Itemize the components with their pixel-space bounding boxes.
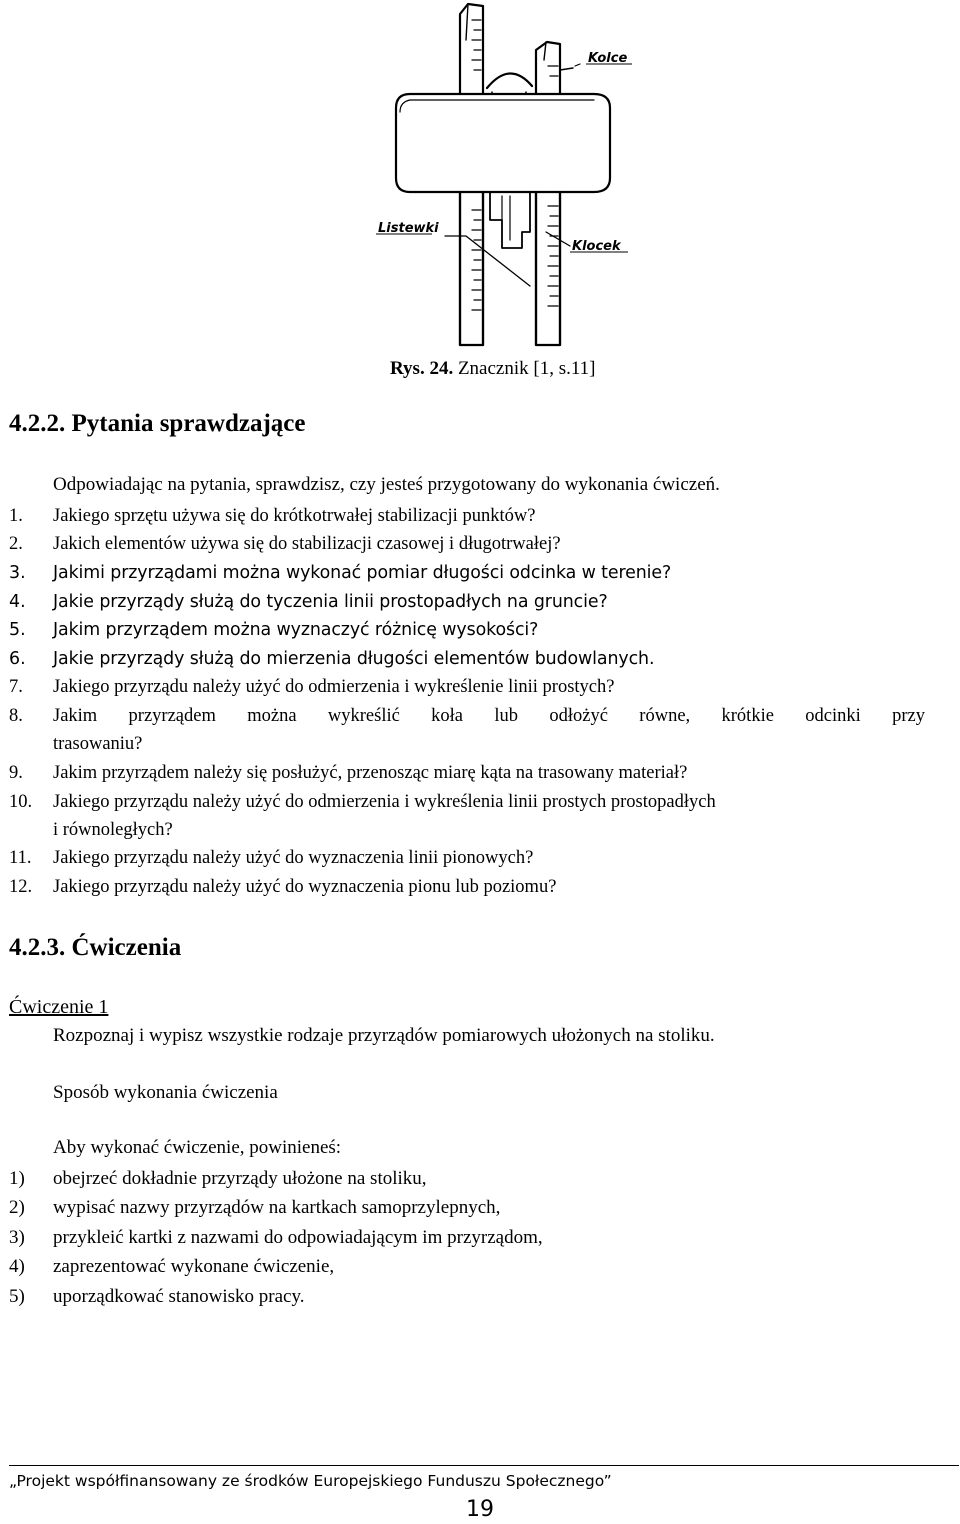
question-number: 2.	[9, 534, 23, 554]
step-number: 5)	[9, 1286, 25, 1307]
section-heading-questions: 4.2.2. Pytania sprawdzające	[9, 410, 306, 437]
question-number: 1.	[9, 506, 23, 526]
step-text: przykleić kartki z nazwami do odpowiadającym im przyrządom,	[53, 1227, 543, 1248]
question-text-continued: i równoległych?	[53, 820, 173, 840]
question-text: Jakiego sprzętu używa się do krótkotrwałej stabilizacji punktów?	[53, 506, 536, 526]
question-text: Jakie przyrządy służą do mierzenia długości elementów budowlanych.	[53, 649, 655, 669]
label-listewki: Listewki	[378, 221, 439, 236]
section-heading-exercises: 4.2.3. Ćwiczenia	[9, 934, 182, 961]
question-text: Jakiego przyrządu należy użyć do wyznaczenia pionu lub poziomu?	[53, 877, 557, 897]
question-text: Jakich elementów używa się do stabilizacji czasowej i długotrwałej?	[53, 534, 561, 554]
marking-gauge-figure	[370, 0, 640, 352]
question-number: 11.	[9, 848, 32, 868]
step-text: uporządkować stanowisko pracy.	[53, 1286, 305, 1307]
questions-intro: Odpowiadając na pytania, sprawdzisz, czy jesteś przygotowany do wykonania ćwiczeń.	[53, 474, 720, 495]
step-text: zaprezentować wykonane ćwiczenie,	[53, 1256, 335, 1277]
step-text: wypisać nazwy przyrządów na kartkach samoprzylepnych,	[53, 1197, 501, 1218]
question-text: Jakiego przyrządu należy użyć do odmierzenia i wykreślenia linii prostych prostopadłych	[53, 792, 716, 812]
question-number: 8.	[9, 706, 23, 726]
question-number: 12.	[9, 877, 33, 897]
question-number: 5.	[9, 620, 26, 640]
question-text-continued: trasowaniu?	[53, 734, 143, 754]
question-text: Jakie przyrządy służą do tyczenia linii prostopadłych na gruncie?	[53, 592, 608, 612]
question-number: 10.	[9, 792, 33, 812]
footer-project-note: „Projekt współfinansowany ze środków Europejskiego Funduszu Społecznego”	[9, 1472, 612, 1490]
question-text: Jakimi przyrządami można wykonać pomiar długości odcinka w terenie?	[53, 563, 672, 583]
step-number: 1)	[9, 1168, 25, 1189]
exercise-task: Rozpoznaj i wypisz wszystkie rodzaje przyrządów pomiarowych ułożonych na stoliku.	[53, 1025, 715, 1046]
label-klocek: Klocek	[572, 239, 621, 254]
figure-caption-text: Znacznik [1, s.11]	[453, 358, 596, 379]
page-number: 19	[466, 1497, 494, 1522]
question-number: 3.	[9, 563, 26, 583]
exercise-title: Ćwiczenie 1	[9, 996, 109, 1018]
question-number: 7.	[9, 677, 23, 697]
figure-caption-number: Rys. 24.	[390, 358, 454, 379]
question-text: Jakiego przyrządu należy użyć do odmierzenia i wykreślenie linii prostych?	[53, 677, 615, 697]
question-text: Jakim przyrządem można wykreślić koła lub odłożyć równe, krótkie odcinki przy	[53, 706, 925, 726]
step-number: 2)	[9, 1197, 25, 1218]
step-number: 4)	[9, 1256, 25, 1277]
exercise-method-heading: Sposób wykonania ćwiczenia	[53, 1082, 278, 1103]
figure-caption	[390, 358, 595, 380]
question-text: Jakiego przyrządu należy użyć do wyznaczenia linii pionowych?	[53, 848, 534, 868]
step-number: 3)	[9, 1227, 25, 1248]
step-text: obejrzeć dokładnie przyrządy ułożone na stoliku,	[53, 1168, 427, 1189]
footer-divider	[9, 1465, 959, 1466]
question-number: 6.	[9, 649, 26, 669]
question-text: Jakim przyrządem należy się posłużyć, przenosząc miarę kąta na trasowany materiał?	[53, 763, 688, 783]
exercise-steps-heading: Aby wykonać ćwiczenie, powinieneś:	[53, 1137, 342, 1158]
label-kolce: Kolce	[588, 51, 628, 66]
question-number: 9.	[9, 763, 23, 783]
question-number: 4.	[9, 592, 26, 612]
question-text: Jakim przyrządem można wyznaczyć różnicę wysokości?	[53, 620, 539, 640]
